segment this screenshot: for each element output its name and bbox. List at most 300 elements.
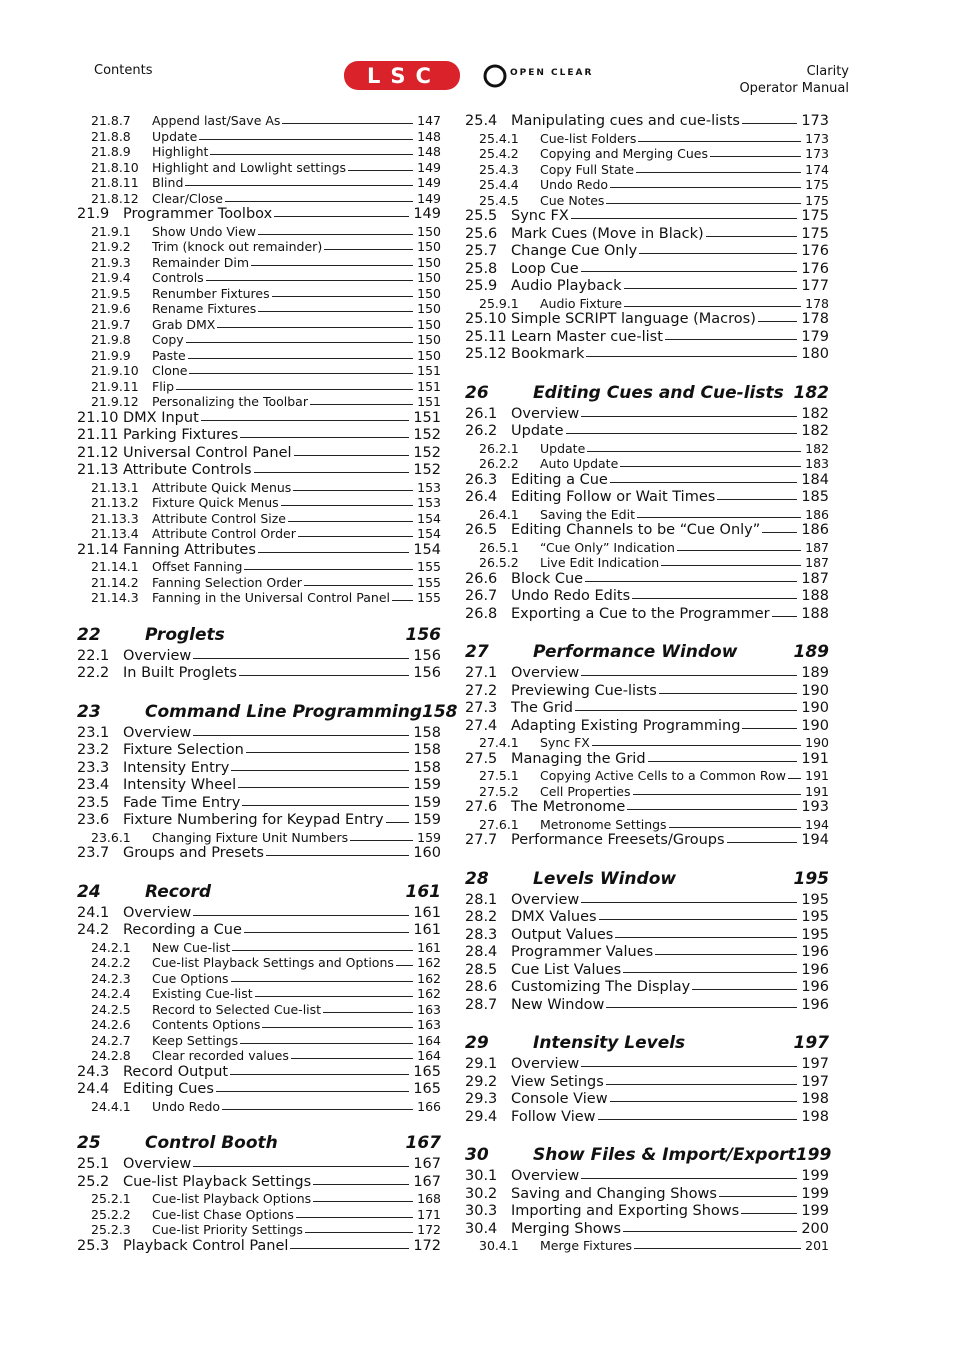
toc-entry-number: 21.10	[77, 409, 119, 426]
toc-leader-line	[254, 472, 410, 473]
toc-page-number: 196	[801, 996, 829, 1013]
toc-page-number: 162	[417, 970, 441, 986]
toc-entry[interactable]	[77, 255, 441, 271]
toc-entry[interactable]	[465, 1203, 829, 1221]
toc-entry[interactable]	[465, 718, 829, 736]
toc-leader-line	[581, 675, 797, 676]
toc-page-number: 186	[805, 506, 829, 522]
toc-entry[interactable]	[77, 239, 441, 255]
svg-text:OPEN CLEAR: OPEN CLEAR	[510, 68, 594, 78]
svg-text:LSC: LSC	[367, 64, 441, 88]
toc-entry-title: Highlight and Lowlight settings	[152, 159, 347, 175]
toc-page-number: 158	[422, 701, 458, 722]
toc-leader-line	[581, 1066, 797, 1067]
toc-leader-line	[217, 327, 413, 328]
toc-entry[interactable]	[77, 129, 441, 145]
toc-chapter-entry[interactable]	[77, 625, 441, 648]
toc-entry[interactable]	[77, 317, 441, 333]
toc-entry-number: 21.12	[77, 444, 119, 461]
toc-page-number: 199	[795, 1145, 832, 1165]
toc-entry[interactable]	[77, 410, 441, 428]
toc-entry[interactable]	[77, 665, 441, 683]
toc-leader-line	[710, 156, 801, 157]
toc-entry-number: 28.7	[465, 996, 498, 1013]
toc-entry[interactable]	[77, 363, 441, 379]
toc-entry[interactable]	[465, 1109, 829, 1127]
toc-page-number: 178	[801, 311, 829, 327]
toc-entry-number: 24	[77, 881, 101, 902]
toc-leader-line	[727, 842, 798, 843]
toc-entry[interactable]	[465, 683, 829, 701]
toc-entry[interactable]	[465, 441, 829, 457]
toc-entry-number: 21.13.4	[91, 526, 139, 541]
toc-entry-title: Block Cue	[511, 570, 584, 587]
toc-entry-title: Programmer Values	[511, 944, 654, 960]
toc-entry[interactable]	[77, 445, 441, 463]
toc-page-number: 155	[417, 574, 441, 590]
toc-page-number: 148	[417, 128, 441, 144]
toc-entry[interactable]	[465, 892, 829, 910]
toc-entry-number: 21.8.12	[91, 190, 139, 206]
toc-entry[interactable]	[465, 1186, 829, 1204]
toc-page-number: 155	[417, 559, 441, 574]
toc-entry[interactable]	[465, 944, 829, 962]
toc-entry-number: 27.6.1	[479, 816, 519, 832]
toc-entry[interactable]	[465, 226, 829, 244]
toc-page-number: 183	[805, 456, 829, 471]
toc-entry[interactable]	[77, 224, 441, 240]
toc-entry[interactable]	[465, 278, 829, 296]
toc-entry[interactable]	[77, 795, 441, 813]
toc-entry[interactable]	[77, 1207, 441, 1223]
toc-entry[interactable]	[465, 177, 829, 193]
toc-entry-title: Overview	[123, 904, 192, 921]
toc-leader-line	[648, 761, 798, 762]
toc-entry[interactable]	[77, 144, 441, 160]
toc-entry[interactable]	[465, 1221, 829, 1239]
toc-entry-title: Fanning Selection Order	[152, 574, 302, 590]
toc-entry[interactable]	[465, 472, 829, 490]
toc-entry[interactable]	[77, 760, 441, 778]
toc-page-number: 151	[417, 394, 441, 409]
toc-leader-line	[305, 1232, 413, 1233]
toc-page-number: 175	[801, 225, 829, 242]
toc-entry[interactable]	[77, 332, 441, 348]
toc-leader-line	[176, 389, 413, 390]
toc-page-number: 159	[417, 829, 441, 845]
toc-chapter-entry[interactable]	[465, 642, 829, 665]
toc-leader-line	[592, 745, 801, 746]
toc-entry-title: Record	[145, 881, 212, 902]
toc-entry[interactable]	[77, 922, 441, 940]
toc-page-number: 191	[805, 768, 829, 783]
toc-entry[interactable]	[465, 243, 829, 261]
toc-chapter-entry[interactable]	[77, 882, 441, 905]
toc-entry-number: 24.1	[77, 904, 110, 921]
toc-entry-title: Paste	[152, 347, 186, 363]
toc-entry-number: 25.10	[465, 311, 507, 327]
toc-entry-number: 21.13.3	[91, 510, 139, 526]
toc-chapter-entry[interactable]	[465, 1033, 829, 1056]
toc-entry[interactable]	[465, 522, 829, 540]
toc-entry[interactable]	[77, 742, 441, 760]
toc-leader-line	[655, 954, 797, 955]
toc-entry-number: 21.13	[77, 462, 119, 478]
toc-entry[interactable]	[77, 348, 441, 364]
toc-entry[interactable]	[77, 1099, 441, 1115]
toc-entry-title: Copying and Merging Cues	[540, 146, 708, 161]
toc-entry[interactable]	[465, 131, 829, 147]
toc-chapter-entry[interactable]	[465, 1145, 832, 1168]
toc-leader-line	[606, 203, 801, 204]
toc-leader-line	[293, 490, 413, 491]
toc-page-number: 195	[793, 868, 829, 889]
document-name: Operator Manual	[739, 81, 849, 96]
toc-entry-title: Clear/Close	[152, 190, 223, 206]
toc-entry[interactable]	[465, 571, 829, 589]
toc-leader-line	[244, 932, 409, 933]
toc-entry-number: 26.4.1	[479, 506, 519, 522]
toc-entry[interactable]	[465, 296, 829, 312]
toc-entry-number: 25.12	[465, 346, 507, 362]
toc-page-number: 186	[801, 522, 829, 538]
toc-page-number: 150	[417, 239, 441, 254]
toc-page-number: 149	[417, 190, 441, 206]
toc-page-number: 197	[801, 1073, 829, 1090]
toc-entry[interactable]	[465, 146, 829, 162]
toc-entry-title: Offset Fanning	[152, 559, 243, 574]
toc-entry[interactable]	[77, 648, 441, 666]
toc-entry-title: Grab DMX	[152, 316, 216, 332]
toc-page-number: 189	[793, 642, 829, 662]
toc-entry-number: 26.2.1	[479, 440, 519, 456]
toc-entry-title: Output Values	[511, 926, 614, 943]
toc-entry-number: 21.8.7	[91, 113, 131, 128]
toc-leader-line	[772, 616, 798, 617]
toc-entry-title: Attribute Controls	[123, 462, 252, 478]
toc-entry-number: 26.6	[465, 570, 498, 587]
toc-leader-line	[272, 296, 414, 297]
toc-entry-number: 27.4	[465, 717, 498, 734]
toc-entry[interactable]	[465, 588, 829, 606]
toc-entry[interactable]	[465, 1056, 829, 1074]
toc-entry-title: Cue-list Playback Settings and Options	[152, 955, 394, 970]
toc-entry[interactable]	[465, 311, 829, 329]
toc-entry-number: 25.9.1	[479, 295, 519, 311]
toc-entry-number: 21.8.8	[91, 128, 131, 144]
toc-entry[interactable]	[465, 507, 829, 523]
toc-entry-number: 23	[77, 701, 101, 722]
toc-page-number: 159	[413, 777, 441, 793]
toc-page-number: 164	[417, 1032, 441, 1048]
toc-page-number: 190	[805, 735, 829, 750]
toc-entry-title: Append last/Save As	[152, 113, 281, 128]
toc-entry[interactable]	[77, 1191, 441, 1207]
toc-leader-line	[244, 569, 413, 570]
toc-entry[interactable]	[465, 113, 829, 131]
toc-entry[interactable]	[77, 812, 441, 830]
toc-leader-line	[348, 170, 413, 171]
toc-page-number: 194	[805, 816, 829, 832]
toc-entry-number: 21.9.11	[91, 378, 139, 394]
toc-leader-line	[222, 1109, 413, 1110]
toc-entry[interactable]	[465, 193, 829, 209]
toc-entry[interactable]	[465, 1238, 829, 1254]
toc-entry-title: Performance Window	[533, 642, 738, 662]
toc-entry-number: 21.8.10	[91, 159, 139, 175]
toc-entry-number: 25.9	[465, 278, 498, 294]
toc-entry[interactable]	[465, 997, 829, 1015]
toc-entry[interactable]	[77, 830, 441, 846]
toc-leader-line	[188, 358, 413, 359]
toc-page-number: 172	[413, 1237, 441, 1254]
toc-entry[interactable]	[465, 540, 829, 556]
toc-entry[interactable]	[465, 799, 829, 817]
toc-entry-number: 24.2.7	[91, 1032, 131, 1048]
toc-page-number: 161	[405, 881, 441, 902]
toc-entry[interactable]	[465, 329, 829, 347]
toc-page-number: 182	[805, 440, 829, 456]
toc-entry-number: 24.2	[77, 922, 110, 938]
toc-entry[interactable]	[77, 777, 441, 795]
toc-chapter-entry[interactable]	[465, 383, 829, 406]
toc-page-number: 161	[413, 904, 441, 921]
toc-leader-line	[274, 216, 409, 217]
toc-entry-title: Renumber Fixtures	[152, 285, 270, 301]
toc-entry-number: 23.6	[77, 812, 110, 828]
toc-entry[interactable]	[465, 162, 829, 178]
toc-page-number: 196	[801, 944, 829, 960]
toc-entry-number: 24.2.4	[91, 986, 131, 1001]
toc-entry-title: Fixture Selection	[123, 742, 244, 758]
toc-leader-line	[232, 950, 413, 951]
toc-entry-number: 25	[77, 1133, 101, 1153]
toc-entry-number: 27.6	[465, 799, 498, 815]
toc-entry-title: Undo Redo Edits	[511, 588, 631, 604]
toc-leader-line	[298, 536, 413, 537]
toc-entry-number: 23.7	[77, 845, 110, 861]
toc-entry[interactable]	[465, 832, 829, 850]
toc-entry[interactable]	[77, 845, 441, 863]
toc-entry[interactable]	[77, 1238, 441, 1256]
toc-entry[interactable]	[465, 555, 829, 571]
toc-entry-number: 26.5.1	[479, 539, 519, 555]
toc-entry-number: 25.7	[465, 243, 498, 259]
toc-entry[interactable]	[465, 700, 829, 718]
toc-leader-line	[225, 201, 413, 202]
toc-entry[interactable]	[465, 261, 829, 279]
toc-entry[interactable]	[77, 955, 441, 971]
toc-entry[interactable]	[77, 986, 441, 1002]
toc-entry-number: 25.2.3	[91, 1222, 131, 1237]
toc-entry-title: Programmer Toolbox	[123, 206, 273, 222]
toc-entry-title: Rename Fixtures	[152, 301, 257, 316]
toc-entry[interactable]	[77, 270, 441, 286]
toc-entry[interactable]	[77, 301, 441, 317]
toc-leader-line	[206, 280, 413, 281]
toc-entry[interactable]	[77, 511, 441, 527]
toc-entry-number: 26.1	[465, 405, 498, 422]
toc-entry-title: Overview	[123, 724, 192, 741]
toc-leader-line	[620, 466, 801, 467]
toc-entry-number: 25.4.1	[479, 130, 519, 146]
toc-entry[interactable]	[77, 206, 441, 224]
toc-entry[interactable]	[77, 1156, 441, 1174]
toc-entry-number: 25.2	[77, 1173, 110, 1190]
toc-page-number: 154	[417, 526, 441, 541]
toc-entry[interactable]	[465, 1074, 829, 1092]
toc-entry[interactable]	[77, 1002, 441, 1018]
toc-entry[interactable]	[77, 462, 441, 480]
toc-entry[interactable]	[77, 113, 441, 129]
toc-entry[interactable]	[77, 971, 441, 987]
toc-entry[interactable]	[77, 1048, 441, 1064]
toc-entry[interactable]	[77, 160, 441, 176]
toc-page-number: 149	[417, 175, 441, 190]
toc-leader-line	[639, 253, 797, 254]
toc-leader-line	[186, 342, 413, 343]
toc-leader-line	[571, 218, 797, 219]
toc-entry-number: 25.2.1	[91, 1191, 131, 1206]
toc-entry-title: Auto Update	[540, 456, 619, 471]
toc-entry[interactable]	[465, 406, 829, 424]
toc-leader-line	[575, 710, 797, 711]
toc-page-number: 195	[801, 891, 829, 908]
toc-entry[interactable]	[77, 480, 441, 496]
toc-leader-line	[606, 1007, 797, 1008]
toc-chapter-entry[interactable]	[465, 869, 829, 892]
toc-entry[interactable]	[465, 346, 829, 364]
toc-entry[interactable]	[77, 379, 441, 395]
toc-entry-number: 27	[465, 642, 489, 662]
toc-entry[interactable]	[465, 1091, 829, 1109]
toc-entry-title: Blind	[152, 175, 184, 190]
toc-entry[interactable]	[465, 751, 829, 769]
toc-entry[interactable]	[77, 191, 441, 207]
toc-entry[interactable]	[465, 208, 829, 226]
toc-leader-line	[282, 123, 413, 124]
toc-entry[interactable]	[465, 1168, 829, 1186]
toc-entry[interactable]	[465, 962, 829, 980]
toc-entry[interactable]	[77, 286, 441, 302]
toc-leader-line	[606, 1084, 798, 1085]
toc-entry-title: New Window	[511, 996, 605, 1013]
toc-entry-title: Record to Selected Cue-list	[152, 1001, 322, 1017]
toc-entry[interactable]	[465, 606, 829, 624]
toc-entry-title: Copy	[152, 332, 184, 347]
toc-entry[interactable]	[77, 495, 441, 511]
toc-entry-title: Update	[511, 423, 564, 439]
toc-entry-title: Overview	[511, 665, 580, 681]
toc-entry[interactable]	[465, 489, 829, 507]
toc-entry[interactable]	[77, 1081, 441, 1099]
toc-entry[interactable]	[77, 1017, 441, 1033]
toc-entry-number: 24.3	[77, 1063, 110, 1080]
toc-page-number: 152	[413, 427, 441, 443]
toc-entry[interactable]	[77, 1222, 441, 1238]
toc-page-number: 159	[413, 794, 441, 811]
toc-leader-line	[251, 265, 413, 266]
toc-entry[interactable]	[77, 1033, 441, 1049]
toc-entry[interactable]	[77, 175, 441, 191]
toc-entry[interactable]	[77, 427, 441, 445]
toc-entry-title: Show Files & Import/Export	[533, 1145, 796, 1165]
toc-entry[interactable]	[465, 927, 829, 945]
toc-entry[interactable]	[465, 784, 829, 800]
toc-page-number: 198	[801, 1108, 829, 1125]
toc-entry-title: Show Undo View	[152, 223, 256, 239]
toc-leader-line	[598, 1119, 798, 1120]
toc-entry-title: Performance Freesets/Groups	[511, 832, 725, 848]
toc-entry[interactable]	[77, 1064, 441, 1082]
toc-entry[interactable]	[465, 817, 829, 833]
toc-entry-number: 22.2	[77, 665, 110, 681]
toc-entry[interactable]	[77, 905, 441, 923]
toc-entry-title: Fade Time Entry	[123, 794, 241, 811]
toc-entry-number: 24.2.1	[91, 939, 131, 955]
toc-entry[interactable]	[465, 735, 829, 751]
toc-entry-number: 30.1	[465, 1168, 498, 1184]
toc-entry[interactable]	[77, 940, 441, 956]
toc-entry-title: Change Cue Only	[511, 243, 638, 259]
toc-entry-title: Customizing The Display	[511, 979, 691, 995]
toc-entry-title: Existing Cue-list	[152, 986, 253, 1001]
toc-leader-line	[288, 521, 413, 522]
toc-entry-number: 21.9.4	[91, 270, 131, 285]
toc-entry[interactable]	[465, 768, 829, 784]
toc-page-number: 187	[805, 539, 829, 555]
toc-page-number: 191	[805, 783, 829, 799]
toc-entry[interactable]	[77, 559, 441, 575]
header-product-info	[739, 63, 849, 97]
toc-page-number: 151	[413, 409, 441, 426]
toc-entry[interactable]	[77, 526, 441, 542]
toc-chapter-entry[interactable]	[77, 701, 458, 725]
toc-chapter-entry[interactable]	[77, 1133, 441, 1156]
toc-right-column	[465, 113, 832, 1254]
toc-entry[interactable]	[77, 1174, 441, 1192]
toc-entry[interactable]	[465, 665, 829, 683]
toc-page-number: 150	[417, 316, 441, 332]
toc-leader-line	[189, 373, 413, 374]
toc-entry-title: Mark Cues (Move in Black)	[511, 225, 704, 242]
toc-entry[interactable]	[77, 575, 441, 591]
toc-entry-title: Attribute Control Size	[152, 510, 286, 526]
toc-entry[interactable]	[77, 542, 441, 560]
toc-entry[interactable]	[77, 725, 441, 743]
toc-entry-number: 26.3	[465, 471, 498, 488]
toc-page-number: 151	[417, 378, 441, 394]
toc-leader-line	[193, 1166, 409, 1167]
toc-page-number: 176	[801, 243, 829, 259]
toc-entry[interactable]	[465, 456, 829, 472]
toc-entry-number: 23.4	[77, 777, 110, 793]
toc-entry-title: Cue-list Folders	[540, 130, 637, 146]
toc-entry-number: 21.9.9	[91, 347, 131, 363]
toc-entry-title: Undo Redo	[152, 1098, 221, 1114]
toc-entry[interactable]	[465, 423, 829, 441]
toc-entry[interactable]	[77, 590, 441, 606]
toc-entry-number: 30.3	[465, 1203, 498, 1219]
toc-page-number: 187	[801, 570, 829, 587]
toc-entry-number: 29.2	[465, 1073, 498, 1090]
product-name: Clarity	[806, 64, 849, 79]
toc-entry[interactable]	[465, 979, 829, 997]
toc-leader-line	[758, 321, 797, 322]
toc-entry[interactable]	[77, 394, 441, 410]
toc-entry-number: 26.2	[465, 423, 498, 439]
toc-entry[interactable]	[465, 909, 829, 927]
